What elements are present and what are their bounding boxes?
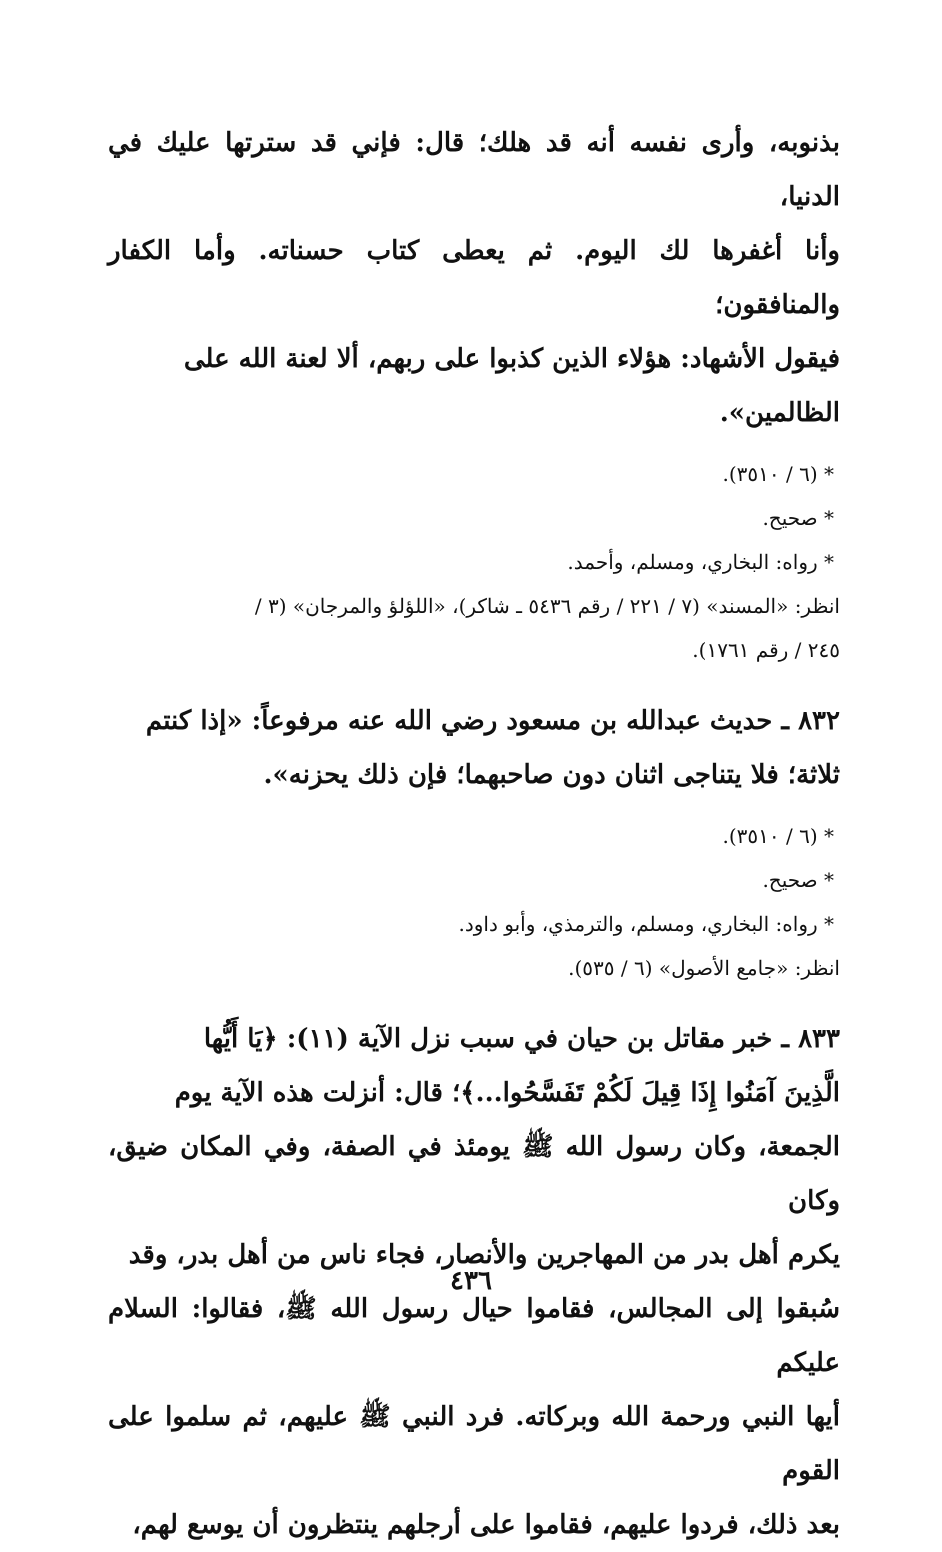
text-line: وأنا أغفرها لك اليوم. ثم يعطى كتاب حسناته. وأما الكفار والمنافقون؛ [108, 236, 840, 320]
narrators-line: * رواه: البخاري، ومسلم، وأحمد. [567, 550, 834, 574]
text-line: ثلاثة؛ فلا يتناجى اثنان دون صاحبهما؛ فإن ذلك يحزنه». [263, 760, 840, 790]
text-line: فيقول الأشهاد: هؤلاء الذين كذبوا على ربهم، ألا لعنة الله على [183, 344, 840, 374]
text-line: سُبقوا إلى المجالس، فقاموا حيال رسول الله ﷺ، فقالوا: السلام عليكم [108, 1294, 840, 1378]
text-line: ٨٣٢ ـ حديث عبدالله بن مسعود رضي الله عنه مرفوعاً: «إذا كنتم [145, 706, 840, 736]
authenticity-grade: * صحيح. [762, 868, 834, 892]
text-line: يكرم أهل بدر من المهاجرين والأنصار، فجاء ناس من أهل بدر، وقد [128, 1240, 840, 1270]
text-line: أيها النبي ورحمة الله وبركاته. فرد النبي ﷺ عليهم، ثم سلموا على القوم [108, 1402, 840, 1486]
source-reference: * (٦ / ٣٥١٠). [722, 462, 834, 486]
see-also: انظر: «جامع الأصول» (٦ / ٥٣٥). [568, 956, 840, 980]
page-body [108, 116, 840, 1552]
text-line: الَّذِينَ آمَنُوا إِذَا قِيلَ لَكُمْ تَفَسَّحُوا...﴾؛ قال: أنزلت هذه الآية يوم [174, 1078, 840, 1108]
text-line: ٨٣٣ ـ خبر مقاتل بن حيان في سبب نزل الآية (١١): ﴿يَا أَيُّها [203, 1024, 840, 1054]
page-number: ٤٣٦ [450, 1266, 492, 1296]
see-also: ٢٤٥ / رقم ١٧٦١). [692, 638, 840, 662]
text-line: الظالمين». [719, 398, 840, 428]
source-reference: * (٦ / ٣٥١٠). [722, 824, 834, 848]
text-line: بذنوبه، وأرى نفسه أنه قد هلك؛ قال: فإني قد سترتها عليك في الدنيا، [108, 128, 840, 212]
continued-paragraph [108, 116, 840, 440]
narrators-line: * رواه: البخاري، ومسلم، والترمذي، وأبو داود. [458, 912, 834, 936]
authenticity-grade: * صحيح. [762, 506, 834, 530]
see-also: انظر: «المسند» (٧ / ٢٢١ / رقم ٥٤٣٦ ـ شاكر)، «اللؤلؤ والمرجان» (٣ / [254, 594, 840, 618]
text-line: بعد ذلك، فردوا عليهم، فقاموا على أرجلهم ينتظرون أن يوسع لهم، [132, 1510, 840, 1540]
text-line: الجمعة، وكان رسول الله ﷺ يومئذ في الصفة، وفي المكان ضيق، وكان [108, 1132, 840, 1216]
hadith-832 [108, 694, 840, 802]
